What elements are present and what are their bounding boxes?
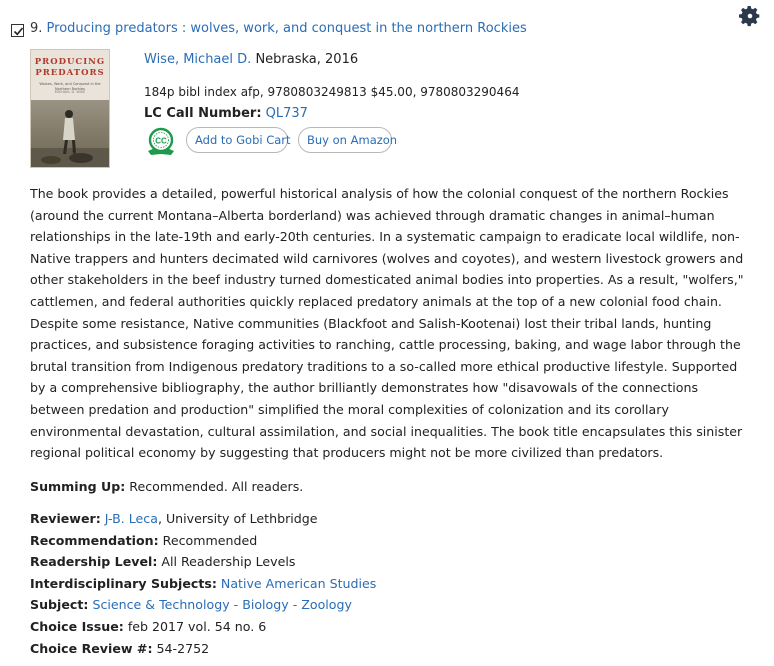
author-link[interactable]: Wise, Michael D. xyxy=(144,52,252,67)
cover-title: PRODUCING PREDATORS xyxy=(34,57,106,78)
interdisciplinary-subject-link[interactable]: Native American Studies xyxy=(220,576,377,591)
buy-on-amazon-button[interactable]: Buy on Amazon xyxy=(298,127,392,153)
publisher-year: Nebraska, 2016 xyxy=(255,52,359,67)
cover-photo xyxy=(31,100,109,167)
subject-link[interactable]: Science & Technology - Biology - Zoology xyxy=(92,597,352,612)
choice-review-number-field: Choice Review #: 54-2752 xyxy=(30,641,210,656)
cc-award-badge-icon xyxy=(146,127,176,157)
item-number: 9. xyxy=(30,21,43,36)
add-to-gobi-cart-button[interactable]: Add to Gobi Cart xyxy=(186,127,288,153)
book-cover-image[interactable] xyxy=(30,49,110,168)
badge-text: CC xyxy=(155,136,167,146)
item-title-row xyxy=(30,21,527,36)
item-title-link[interactable]: Producing predators : wolves, work, and conquest in the northern Rockies xyxy=(46,21,527,36)
subject-field: Subject: Science & Technology - Biology - Zoology xyxy=(30,597,352,612)
cover-subtitle: Wolves, Work, and Conquest in the Northern Rockies xyxy=(39,82,101,91)
lc-call-number-label: LC Call Number: xyxy=(144,106,262,121)
review-description: The book provides a detailed, powerful historical analysis of how the colonial conquest of the northern Rockies (around the current Montana–Alberta borderland) was achieved through dramatic changes in animal–human relationships in the late-19th and early-20th centuries. In a systematic campaign to eradicate local wildlife, non-Native trappers and hunters decimated wild carnivores (wolves and coyotes), and western livestock growers and other stakeholders in the beef industry turned domesticated animal bodies into properties. As a result, "wolfers," cattlemen, and federal authorities quickly replaced predatory animals at the top of a new colonial food chain. Despite some resistance, Native communities (Blackfoot and Salish-Kootenai) lost their tribal lands, hunting practices, and subsistence foraging activities to ranching, cattle processing, baking, and wage labor through the brutal transition from Indigenous predatory traditions to a so-called more ethical productive lifestyle. Supported by a comprehensive bibliography, the author brilliantly demonstrates how "disavowals of the connections between predation and production" simplified the moral complexities of colonization and its corollary environmental devastation, cultural assimilation, and social inequalities. The book title encapsulates this sinister regional political economy by suggesting that producers might not be more civilized than predators. xyxy=(30,186,744,461)
lc-call-number-line xyxy=(144,106,308,121)
readership-level-field: Readership Level: All Readership Levels xyxy=(30,554,296,569)
summing-up-field: Summing Up: Recommended. All readers. xyxy=(30,479,304,494)
reviewer-link[interactable]: J-B. Leca xyxy=(104,511,158,526)
lc-call-number-link[interactable]: QL737 xyxy=(265,106,308,121)
recommendation-field: Recommendation: Recommended xyxy=(30,533,258,548)
select-item-checkbox[interactable] xyxy=(11,24,24,37)
checkmark-icon xyxy=(13,26,24,37)
author-publisher-line xyxy=(144,52,358,67)
settings-gear-icon[interactable] xyxy=(738,4,762,28)
cover-author: MICHAEL D. WISE xyxy=(54,90,86,94)
interdisciplinary-subjects-field: Interdisciplinary Subjects: Native American Studies xyxy=(30,576,377,591)
bibliographic-details: 184p bibl index afp, 9780803249813 $45.00, 9780803290464 xyxy=(144,85,520,99)
choice-issue-field: Choice Issue: feb 2017 vol. 54 no. 6 xyxy=(30,619,267,634)
reviewer-field: Reviewer: J-B. Leca, University of Lethbridge xyxy=(30,511,318,526)
